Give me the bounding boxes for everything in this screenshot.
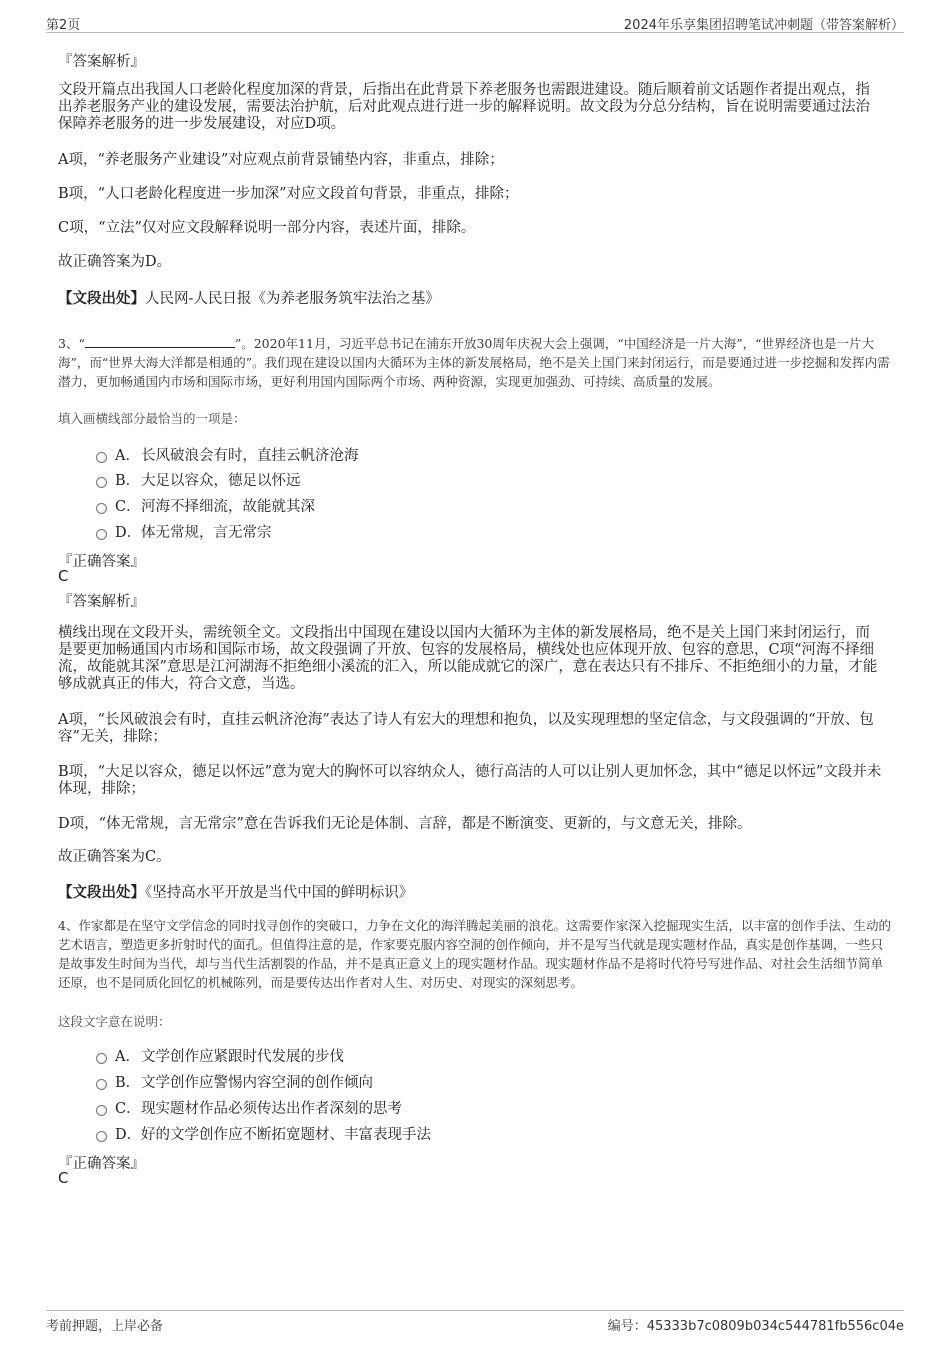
radio-icon[interactable] — [96, 529, 107, 540]
q3-option-a-analysis: A项，“长风破浪会有时，直挂云帆济沧海”表达了诗人有宏大的理想和抱负，以及实现理想的坚定信念，与文段强调的“开放、包容”无关，排除； — [58, 712, 874, 745]
option-text: 河海不择细流，故能就其深 — [141, 499, 315, 515]
q3-option-a[interactable] — [96, 444, 359, 465]
option-letter: A． — [115, 1049, 140, 1065]
q3-source — [58, 881, 413, 902]
radio-icon[interactable] — [96, 477, 107, 488]
radio-icon[interactable] — [96, 1053, 107, 1064]
q3-option-c[interactable] — [96, 495, 315, 516]
radio-icon[interactable] — [96, 503, 107, 514]
page-header — [46, 14, 904, 33]
page-footer — [46, 1310, 904, 1335]
option-letter: A． — [115, 448, 140, 464]
q3-answer-label: 『正确答案』 — [58, 554, 145, 570]
radio-icon[interactable] — [96, 1079, 107, 1090]
q4-option-c[interactable] — [96, 1097, 402, 1118]
option-letter: B． — [115, 1075, 141, 1091]
option-letter: B． — [115, 473, 141, 489]
q4-option-a[interactable] — [96, 1045, 344, 1066]
q4-option-d[interactable] — [96, 1123, 431, 1144]
document-title: 2024年乐享集团招聘笔试冲刺题（带答案解析） — [623, 18, 904, 33]
q3-source-label: 【文段出处】 — [58, 884, 145, 901]
q4-option-b[interactable] — [96, 1071, 373, 1092]
q3-number: 3、“ — [58, 336, 85, 351]
option-letter: C． — [115, 499, 141, 515]
q3-option-b[interactable] — [96, 469, 301, 490]
q3-prompt: 填入画横线部分最恰当的一项是： — [58, 411, 246, 426]
option-text: 体无常规，言无常宗 — [141, 525, 272, 541]
radio-icon[interactable] — [96, 1105, 107, 1116]
option-text: 好的文学创作应不断拓宽题材、丰富表现手法 — [141, 1127, 431, 1143]
q3-stem — [58, 334, 894, 391]
radio-icon[interactable] — [96, 1131, 107, 1142]
q2-source-label: 【文段出处】 — [58, 290, 145, 307]
q4-answer: C — [58, 1169, 69, 1187]
page-number: 第2页 — [46, 18, 81, 33]
q2-source — [58, 287, 440, 308]
option-text: 现实题材作品必须传达出作者深刻的思考 — [141, 1101, 402, 1117]
q4-answer-label: 『正确答案』 — [58, 1156, 145, 1172]
q3-option-b-analysis: B项，“大足以容众，德足以怀远”意为宽大的胸怀可以容纳众人，德行高洁的人可以让别人更加怀念，其中“德足以怀远”文段并未体现，排除； — [58, 764, 882, 797]
q2-option-a-analysis: A项，“养老服务产业建设”对应观点前背景铺垫内容，非重点，排除； — [58, 152, 504, 168]
q4-prompt: 这段文字意在说明： — [58, 1014, 171, 1029]
q3-analysis-text: 横线出现在文段开头，需统领全文。文段指出中国现在建设以国内大循环为主体的新发展格局，绝不是关上国门来封闭运行，而是要更加畅通国内市场和国际市场，故文段强调了开放、包容的发展格局，横线处也应体现开放、包容的意思，C项“河海不择细流，故能就其深”意思是江河湖海不拒绝细小溪流的汇入，所以能成就它的深广，意在表达只有不排斥、不拒绝细小的力量，才能够成就真正的伟大，符合文意，当选。 — [58, 625, 878, 692]
q3-stem-text: ”。2020年11月，习近平总书记在浦东开放30周年庆祝大会上强调，“中国经济是一片大海”，“世界经济也是一片大海”，而“世界大海大洋都是相通的”。我们现在建设以国内大循环为主体的新发展格局，绝不是关上国门来封闭运行，而是要通过进一步挖掘和发挥内需潜力，更加畅通国内市场和国际市场，更好利用国内国际两个市场、两种资源，实现更加强劲、可持续、高质量的发展。 — [58, 336, 890, 389]
q3-conclusion: 故正确答案为C。 — [58, 849, 171, 865]
q3-answer: C — [58, 567, 69, 585]
option-text: 文学创作应紧跟时代发展的步伐 — [141, 1049, 344, 1065]
q3-source-text: 《坚持高水平开放是当代中国的鲜明标识》 — [145, 885, 414, 901]
q3-option-d[interactable] — [96, 521, 272, 542]
fill-blank — [85, 335, 235, 348]
q2-analysis-label: 『答案解析』 — [58, 54, 145, 70]
q2-option-b-analysis: B项，“人口老龄化程度进一步加深”对应文段首句背景，非重点，排除； — [58, 186, 519, 202]
option-text: 长风破浪会有时，直挂云帆济沧海 — [141, 448, 359, 464]
q2-analysis-text: 文段开篇点出我国人口老龄化程度加深的背景，后指出在此背景下养老服务也需跟进建设。随后顺着前文话题作者提出观点，指出养老服务产业的建设发展，需要法治护航，后对此观点进行进一步的解释说明。故文段为分总分结构，旨在说明需要通过法治保障养老服务的进一步发展建设，对应D项。 — [58, 82, 870, 132]
q2-option-c-analysis: C项，“立法”仅对应文段解释说明一部分内容，表述片面，排除。 — [58, 220, 476, 236]
document-id: 编号：45333b7c0809b034c544781fb556c04e — [607, 1319, 904, 1334]
option-letter: D． — [115, 525, 142, 541]
q3-option-d-analysis: D项，“体无常规，言无常宗”意在告诉我们无论是体制、言辞，都是不断演变、更新的，与文意无关，排除。 — [58, 816, 752, 832]
option-letter: C． — [115, 1101, 141, 1117]
footer-slogan: 考前押题，上岸必备 — [46, 1319, 164, 1334]
option-text: 文学创作应警惕内容空洞的创作倾向 — [141, 1075, 373, 1091]
q2-conclusion: 故正确答案为D。 — [58, 254, 172, 270]
q2-source-text: 人民网-人民日报《为养老服务筑牢法治之基》 — [145, 291, 440, 307]
q3-analysis-label: 『答案解析』 — [58, 594, 145, 610]
option-text: 大足以容众，德足以怀远 — [141, 473, 301, 489]
option-letter: D． — [115, 1127, 142, 1143]
q4-stem: 4、作家都是在坚守文学信念的同时找寻创作的突破口，力争在文化的海洋腾起美丽的浪花。这需要作家深入挖掘现实生活，以丰富的创作手法、生动的艺术语言，塑造更多折射时代的面孔。但值得注意的是，作家要克服内容空洞的创作倾向，并不是写当代就是现实题材作品，真实是创作基调，一些只是故事发生时间为当代，却与当代生活割裂的作品，并不是真正意义上的现实题材作品。现实题材作品不是将时代符号写进作品、对社会生活细节简单还原，也不是同质化回忆的机械陈列，而是要传达出作者对人生、对历史、对现实的深刻思考。 — [58, 918, 891, 990]
radio-icon[interactable] — [96, 452, 107, 463]
